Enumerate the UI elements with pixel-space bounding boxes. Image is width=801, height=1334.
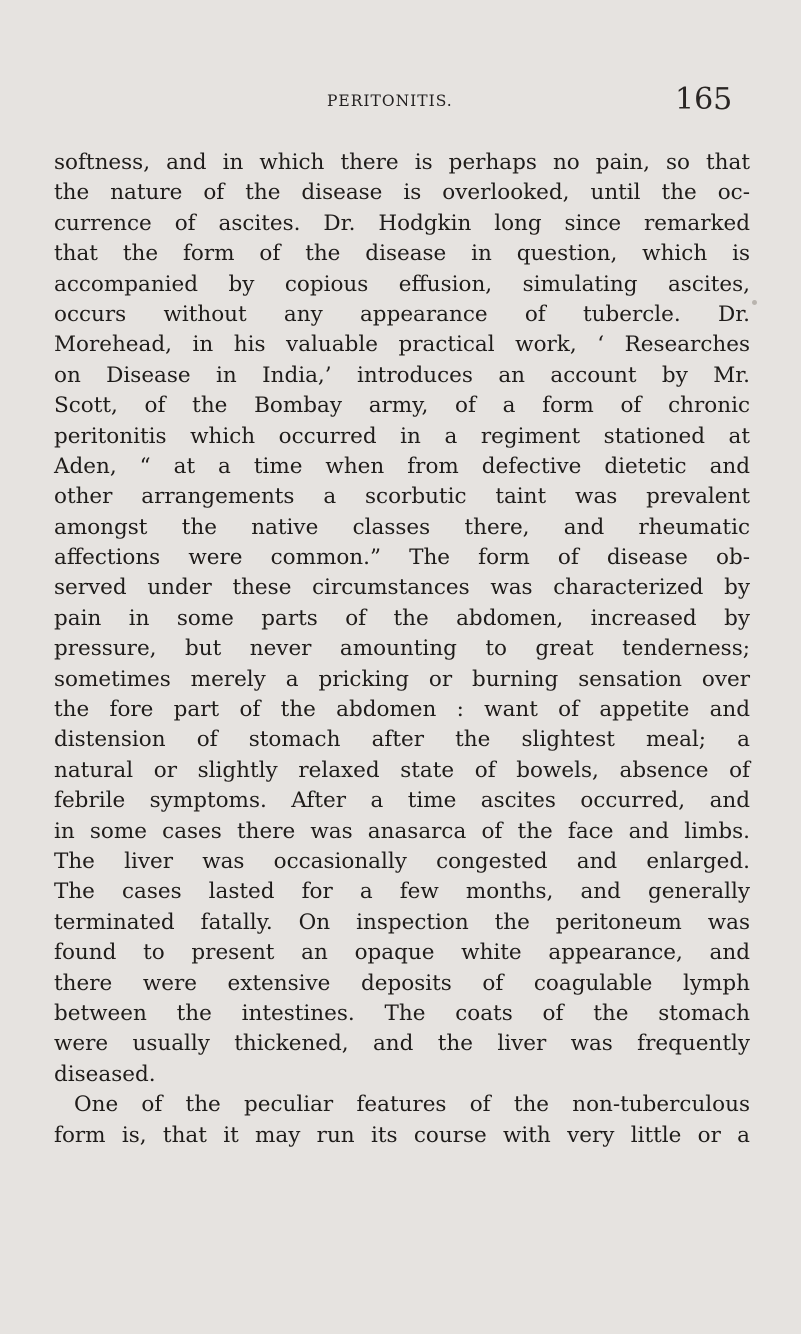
text-line: form is, that it may run its course with very little or a — [54, 1122, 750, 1148]
text-line: peritonitis which occurred in a regiment stationed at — [54, 423, 750, 449]
text-line: The cases lasted for a few months, and generally — [54, 879, 750, 905]
text-line: other arrangements a scorbutic taint was prevalent — [54, 484, 750, 510]
text-line: that the form of the disease in question, which is — [54, 241, 750, 267]
text-line: diseased. — [54, 1061, 156, 1087]
text-line: softness, and in which there is perhaps no pain, so that — [54, 150, 750, 175]
text-line: occurs without any appearance of tubercle. Dr. — [54, 301, 750, 327]
text-line: currence of ascites. Dr. Hodgkin long since remarked — [54, 210, 750, 236]
text-line: between the intestines. The coats of the stomach — [54, 1000, 750, 1026]
text-line: amongst the native classes there, and rheumatic — [54, 514, 750, 540]
running-title: PERITONITIS. — [327, 92, 453, 110]
page-number: 165 — [675, 82, 733, 117]
text-line: in some cases there was anasarca of the face and limbs. — [54, 818, 750, 844]
text-line: febrile symptoms. After a time ascites occurred, and — [54, 788, 750, 814]
running-head — [0, 78, 801, 128]
body-text — [54, 148, 750, 1151]
text-line: accompanied by copious effusion, simulating ascites, — [54, 271, 750, 297]
text-line: distension of stomach after the slightest meal; a — [54, 727, 750, 753]
paper-speck — [752, 300, 757, 305]
text-line: affections were common.” The form of disease ob- — [54, 545, 750, 571]
text-line: on Disease in India,’ introduces an account by Mr. — [54, 362, 750, 388]
text-line: terminated fatally. On inspection the peritoneum was — [54, 909, 750, 935]
text-line: The liver was occasionally congested and enlarged. — [54, 848, 750, 874]
text-line: One of the peculiar features of the non-tuberculous — [74, 1092, 750, 1118]
text-line: Scott, of the Bombay army, of a form of chronic — [54, 393, 750, 419]
text-line: pressure, but never amounting to great tenderness; — [54, 636, 750, 662]
text-line: Morehead, in his valuable practical work, ‘ Researches — [54, 332, 750, 358]
text-line: were usually thickened, and the liver was frequently — [54, 1031, 750, 1057]
text-line: the fore part of the abdomen : want of appetite and — [54, 697, 750, 723]
text-line: there were extensive deposits of coagulable lymph — [54, 970, 750, 996]
text-line: the nature of the disease is overlooked, until the oc- — [54, 180, 750, 206]
text-line: pain in some parts of the abdomen, increased by — [54, 605, 750, 631]
text-line: found to present an opaque white appearance, and — [54, 940, 750, 966]
text-line: Aden, “ at a time when from defective dietetic and — [54, 453, 750, 479]
text-line: sometimes merely a pricking or burning sensation over — [54, 666, 750, 692]
text-line: served under these circumstances was characterized by — [54, 575, 750, 601]
text-line: natural or slightly relaxed state of bowels, absence of — [54, 757, 750, 783]
